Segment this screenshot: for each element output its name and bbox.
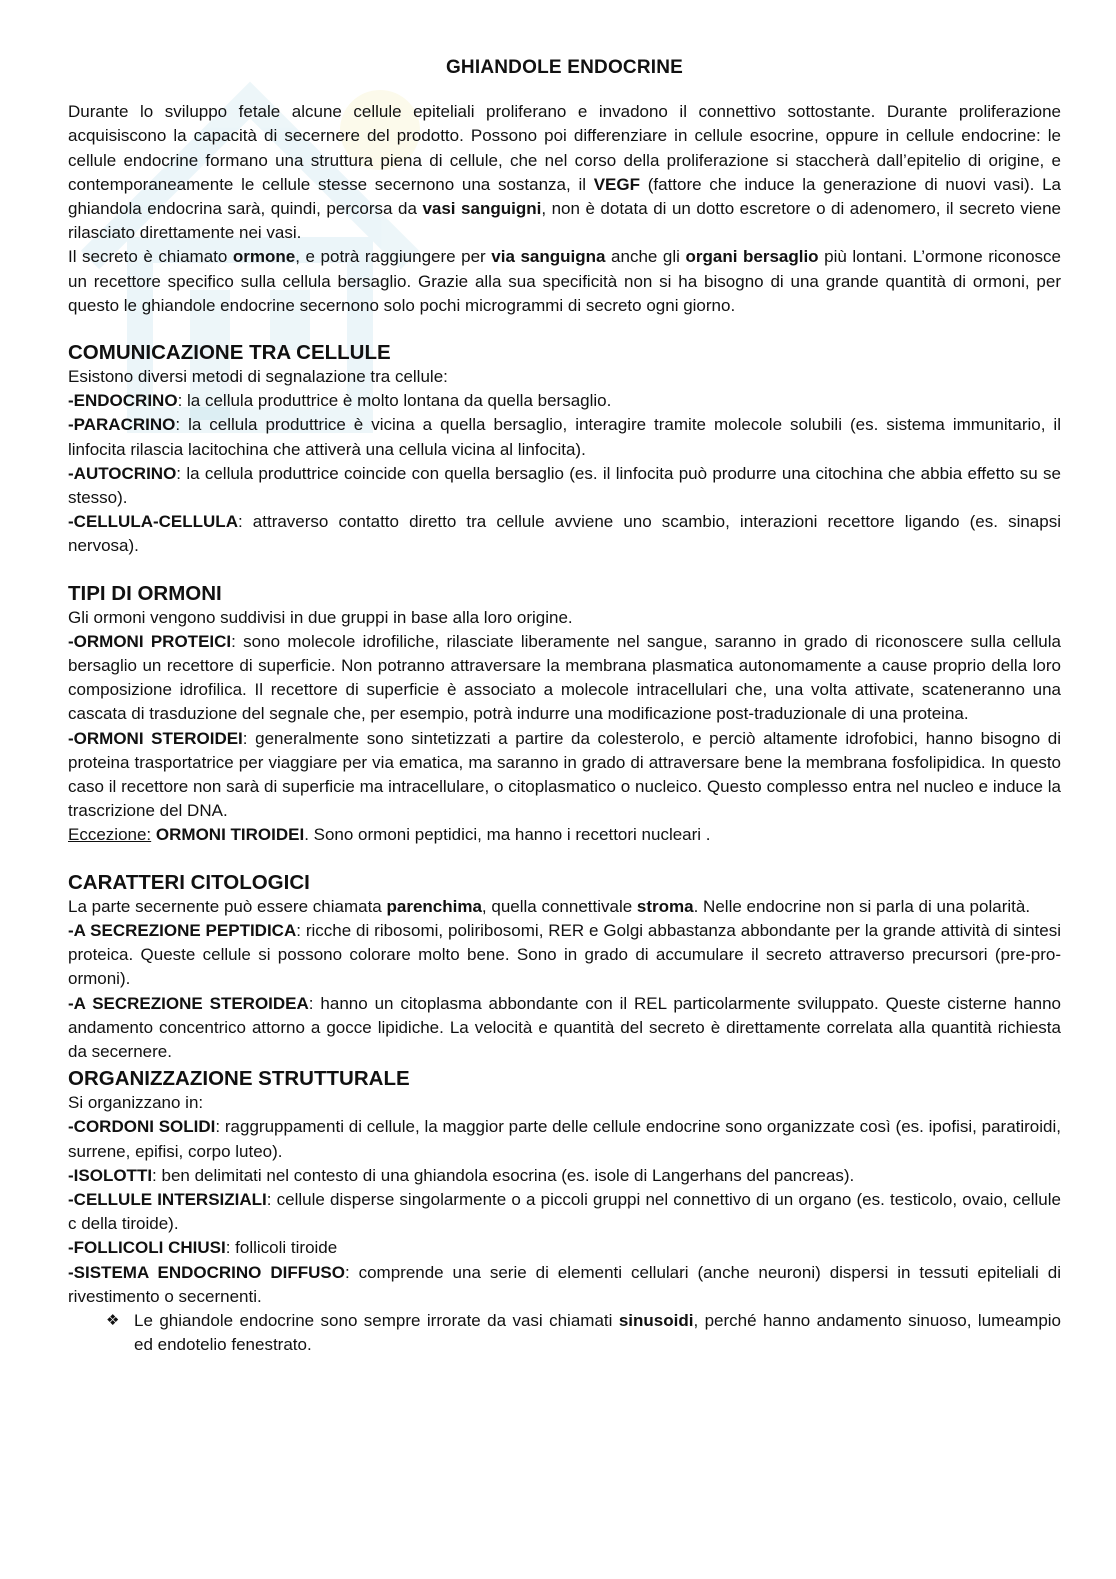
list-item: -A SECREZIONE PEPTIDICA: ricche di ribosomi, poliribosomi, RER e Golgi abbastanza abbondante per la grande attività di sintesi proteica. Queste cellule si possono colorare molto bene. Sono in grado di accumulare il secreto attraverso precursori (pre-pro-ormoni). xyxy=(68,920,1062,989)
bullet-note: ❖ Le ghiandole endocrine sono sempre irrorate da vasi chiamati sinusoidi, perché hanno andamento sinuoso, lumeampio ed endotelio fenestrato. xyxy=(106,1310,1061,1355)
intro-paragraph-1: Durante lo sviluppo fetale alcune cellule epiteliali proliferano e invadono il connettivo sottostante. Durante proliferazione acquisiscono la capacità di secernere del prodotto. Possono poi differenziare in cellule esocrine, oppure in cellule endocrine: le cellule endocrine formano una struttura piena di cellule, che nel corso della proliferazione si staccherà dall’epitelio di origine, e contemporaneamente le cellule stesse secernono una sostanza, il VEGF (fattore che induce la generazione di nuovi vasi). La ghiandola endocrina sarà, quindi, percorsa da vasi sanguigni, non è dotata di un dotto escretore o di adenomero, il secreto viene rilasciato direttamente nei vasi. xyxy=(68,102,1061,243)
section-heading-comunicazione: COMUNICAZIONE TRA CELLULE xyxy=(68,341,391,365)
list-item: -PARACRINO: la cellula produttrice è vicina a quella bersaglio, interagire tramite molecole solubili (es. sistema immunitario, il linfocita rilascia lacitochina che attiverà una cellula vicina al linfocita). xyxy=(68,415,1061,459)
list-item: -SISTEMA ENDOCRINO DIFFUSO: comprende una serie di elementi cellulari (anche neuroni) dispersi in tessuti epiteliali di rivestimento o secernenti. xyxy=(68,1262,1061,1306)
section-heading-organizzazione: ORGANIZZAZIONE STRUTTURALE xyxy=(68,1067,410,1091)
list-item: -FOLLICOLI CHIUSI: follicoli tiroide xyxy=(68,1238,338,1258)
list-item: -AUTOCRINO: la cellula produttrice coincide con quella bersaglio (es. il linfocita può produrre una citochina che abbia effetto su se stesso). xyxy=(68,463,1061,508)
list-item: -CELLULA-CELLULA: attraverso contatto diretto tra cellule avviene uno scambio, interazioni recettore ligando (es. sinapsi nervosa). xyxy=(68,512,1061,556)
list-item: -ORMONI STEROIDEI: generalmente sono sintetizzati a partire da colesterolo, e perciò altamente idrofobici, hanno bisogno di proteina trasportatrice per viaggiare per via ematica, ma saranno in grado di attraversare bene la membrana fosfolipidica. In questo caso il recettore non sarà di superficie ma intracellulare, o citoplasmatico o nucleico. Questo complesso entra nel nucleo e induce la trascrizione del DNA. xyxy=(68,728,1061,821)
exception-note: Eccezione: ORMONI TIROIDEI. Sono ormoni peptidici, ma hanno i recettori nucleari . xyxy=(68,825,711,845)
section-intro: Gli ormoni vengono suddivisi in due gruppi in base alla loro origine. xyxy=(68,607,573,627)
list-item: -ENDOCRINO: la cellula produttrice è molto lontana da quella bersaglio. xyxy=(68,391,612,411)
diamond-bullet-icon: ❖ xyxy=(106,1311,120,1329)
page-title: GHIANDOLE ENDOCRINE xyxy=(445,57,684,78)
list-item: -ISOLOTTI: ben delimitati nel contesto di una ghiandola esocrina (es. isole di Langerhans del pancreas). xyxy=(68,1165,855,1185)
list-item: -A SECREZIONE STEROIDEA: hanno un citoplasma abbondante con il REL particolarmente sviluppato. Queste cisterne hanno andamento concentrico attorno a gocce lipidiche. La velocità e quantità del secreto è direttamente correlata alla quantità richiesta da secernere. xyxy=(68,993,1061,1061)
document-content xyxy=(68,56,1061,1357)
section-heading-caratteri: CARATTERI CITOLOGICI xyxy=(68,870,310,894)
section-heading-ormoni: TIPI DI ORMONI xyxy=(68,581,222,605)
intro-paragraph-2: Il secreto è chiamato ormone, e potrà raggiungere per via sanguigna anche gli organi bersaglio più lontani. L’ormone riconosce un recettore specifico sulla cellula bersaglio. Grazie alla sua specificità non si ha bisogno di una grande quantità di ormoni, per questo le ghiandole endocrine secernono solo pochi microgrammi di secreto ogni giorno. xyxy=(68,247,1061,315)
list-item: -CELLULE INTERSIZIALI: cellule disperse singolarmente o a piccoli gruppi nel connettivo di un organo (es. testicolo, ovaio, cellule c della tiroide). xyxy=(68,1189,1061,1234)
section-intro: La parte secernente può essere chiamata parenchima, quella connettivale stroma. Nelle endocrine non si parla di una polarità. xyxy=(68,896,1031,916)
section-intro: Si organizzano in: xyxy=(68,1093,204,1113)
list-item: -ORMONI PROTEICI: sono molecole idrofiliche, rilasciate liberamente nel sangue, saranno in grado di riconoscere sulla cellula bersaglio un recettore di superficie. Non potranno attraversare la membrana plasmatica autonomamente a cause proprio della loro composizione idrofilica. Il recettore di superficie è associato a molecole intracellulari che, una volta attivate, scateneranno una cascata di trasduzione del segnale che, per esempio, potrà indurre una modificazione post-traduzionale di una proteina. xyxy=(68,631,1061,724)
section-intro: Esistono diversi metodi di segnalazione tra cellule: xyxy=(68,367,448,387)
list-item: -CORDONI SOLIDI: raggruppamenti di cellule, la maggior parte delle cellule endocrine sono organizzate così (es. ipofisi, paratiroidi, surrene, epifisi, corpo luteo). xyxy=(68,1117,1061,1161)
